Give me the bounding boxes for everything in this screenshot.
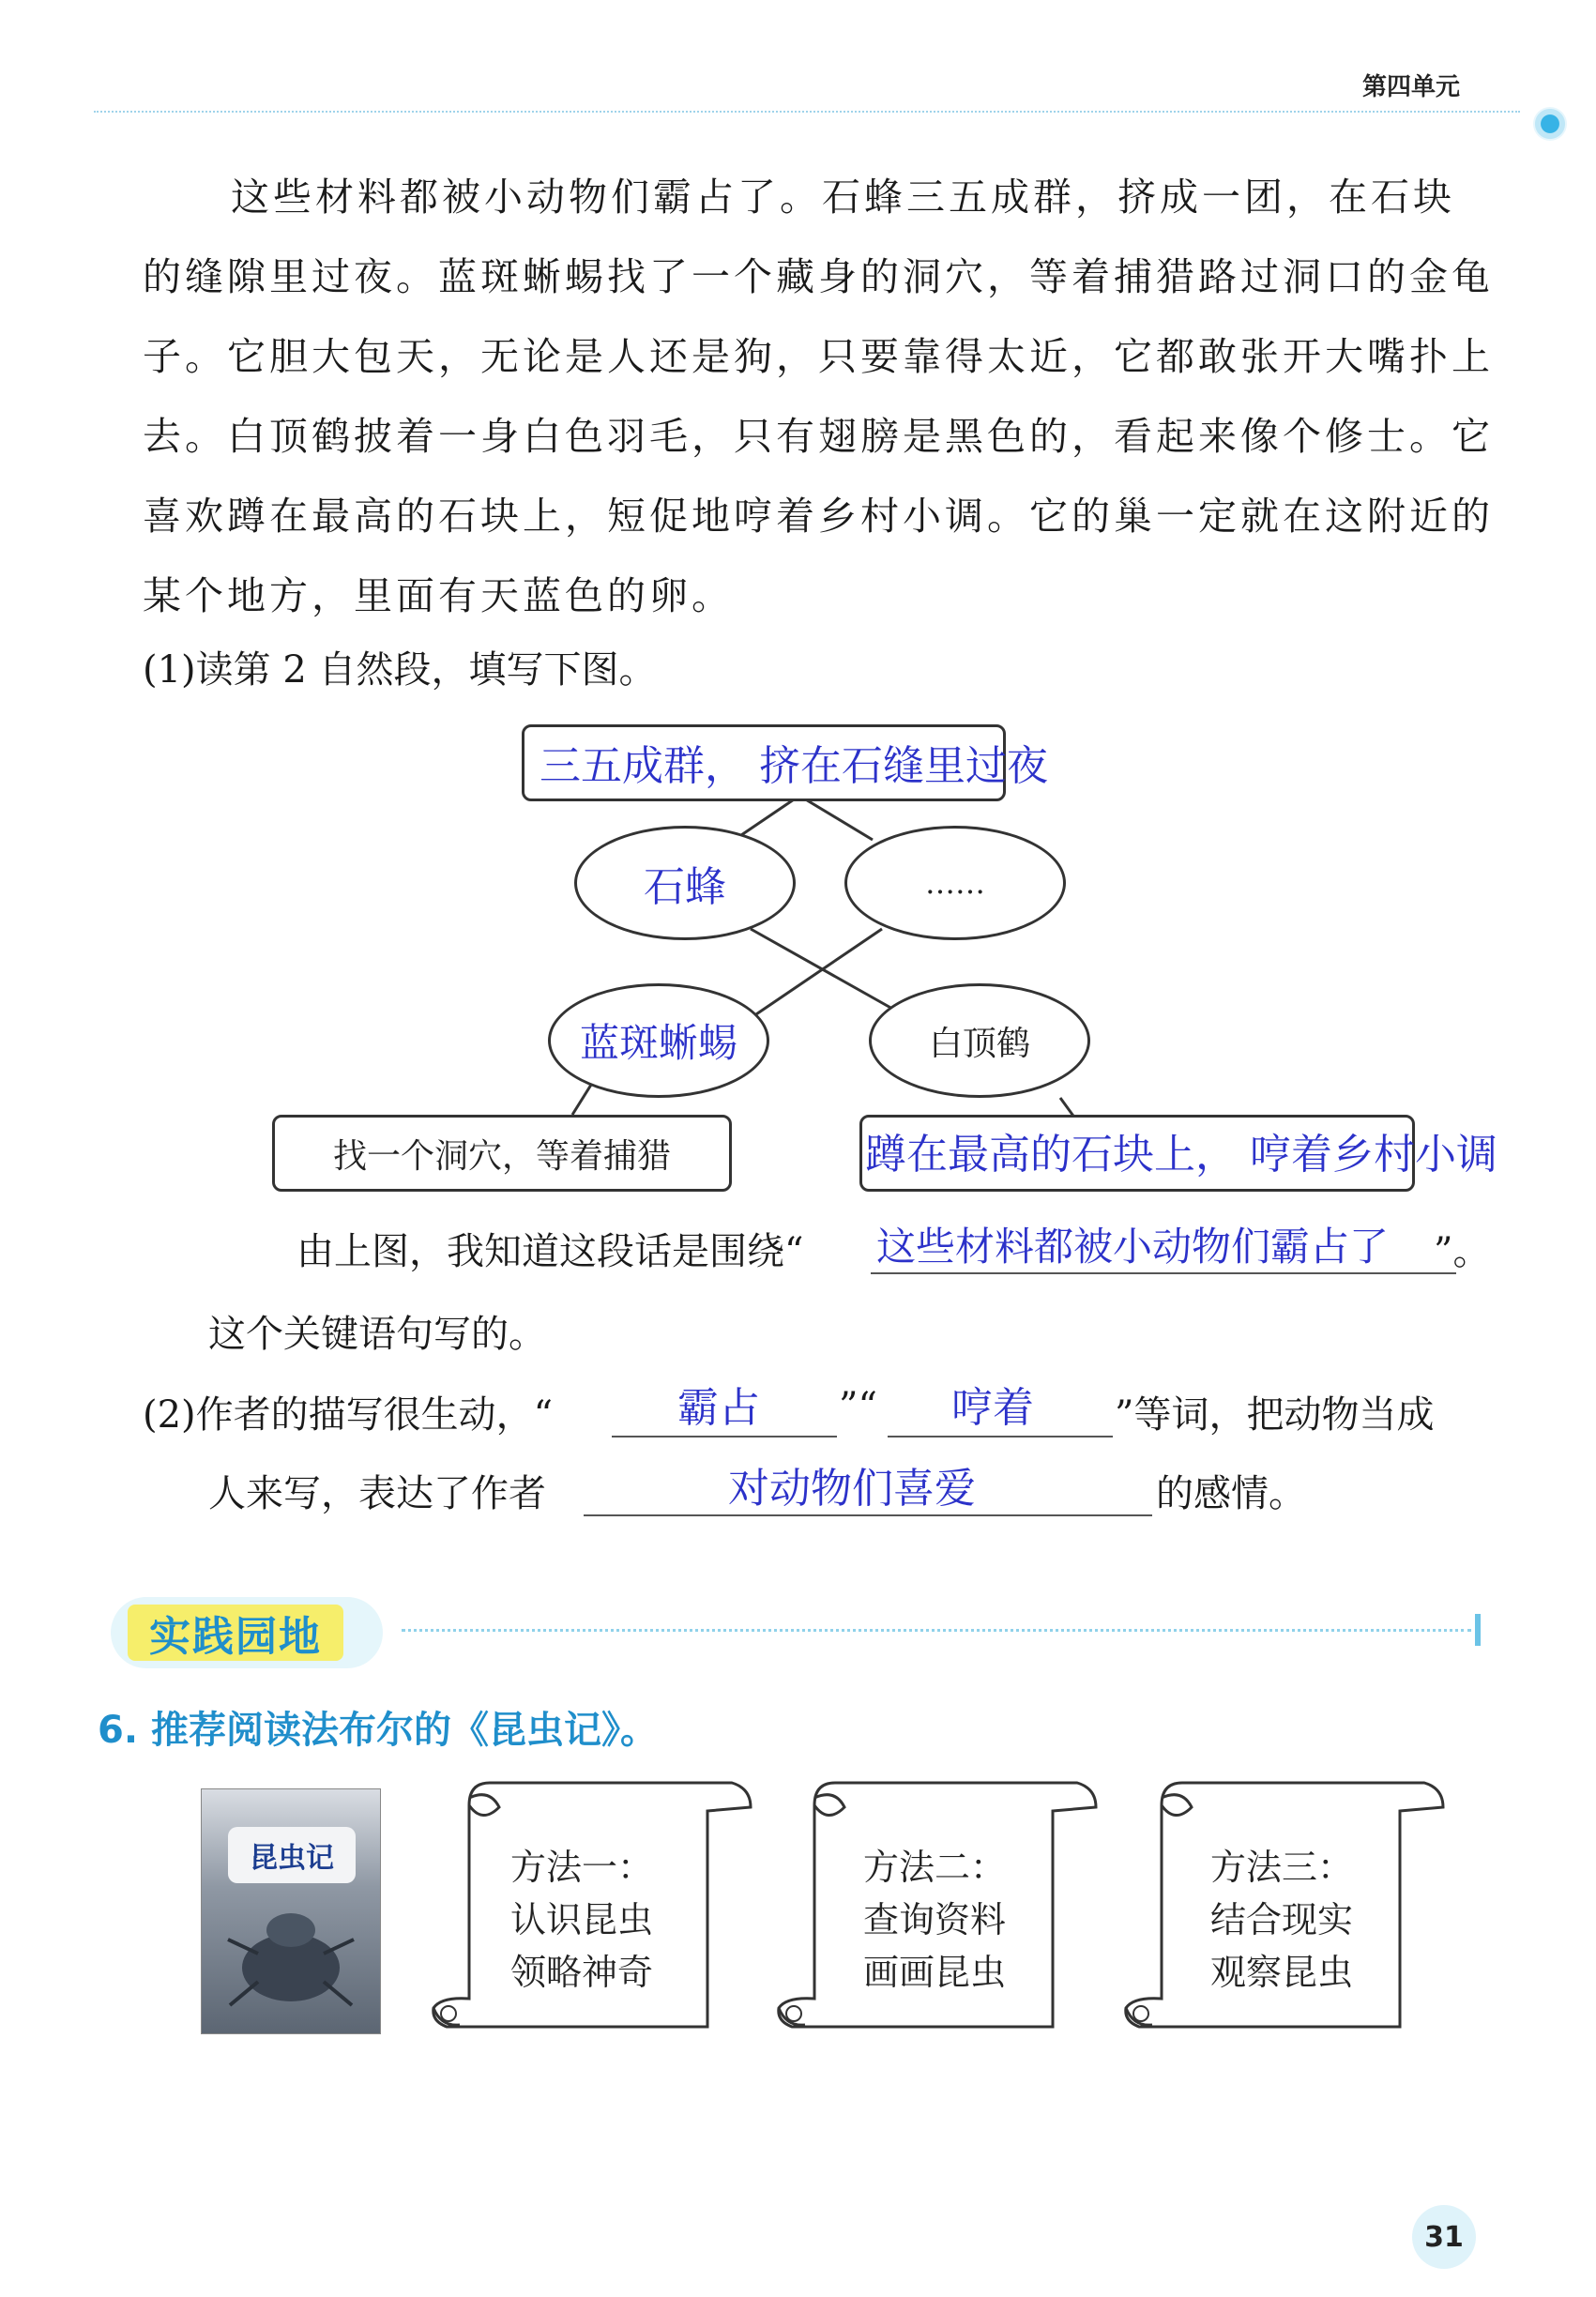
unit-label: 第四单元 bbox=[1362, 73, 1461, 101]
q1-answer: 这些材料都被小动物们霸占了 bbox=[876, 1224, 1390, 1270]
question-6-title: 6. 推荐阅读法布尔的《昆虫记》。 bbox=[98, 1709, 658, 1752]
method-3-line-2: 结合现实 bbox=[1210, 1899, 1354, 1940]
passage-text: 这些材料都被小动物们霸占了。石蜂三五成群，挤成一团，在石块的缝隙里过夜。蓝斑蜥蜴找了一个藏身的洞穴，等着捕猎路过洞口的金龟子。它胆大包天，无论是人还是狗，只要靠得太近，它都敢张开大嘴扑上去。白顶鹤披着一身白色羽毛，只有翅膀是黑色的，看起来像个修士。它喜欢蹲在最高的石块上，短促地哼着乡村小调。它的巢一定就在这附近的某个地方，里面有天蓝色的卵。 bbox=[143, 175, 1494, 618]
q1-sentence-suffix: 这个关键语句写的。 bbox=[208, 1313, 546, 1356]
method-1 bbox=[510, 1841, 653, 1999]
method-1-line-1: 方法一： bbox=[510, 1847, 654, 1888]
oval-dots-label: …… bbox=[925, 865, 985, 901]
box-crane-answer: 蹲在最高的石块上， 哼着乡村小调 bbox=[865, 1131, 1497, 1179]
method-3-line-3: 观察昆虫 bbox=[1210, 1952, 1354, 1993]
method-2-line-3: 画画昆虫 bbox=[863, 1952, 1007, 1993]
section-title: 实践园地 bbox=[128, 1605, 343, 1661]
q1-sentence-prefix: 由上图，我知道这段话是围绕“ bbox=[296, 1230, 804, 1273]
method-1-line-2: 认识昆虫 bbox=[510, 1899, 654, 1940]
book-cover-title: 昆虫记 bbox=[228, 1827, 356, 1883]
oval-shifeng-label: 石蜂 bbox=[644, 863, 726, 911]
oval-crane-label: 白顶鹤 bbox=[928, 1024, 1030, 1063]
diagram-top-answer: 三五成群， 挤在石缝里过夜 bbox=[540, 742, 1048, 790]
q2-answer-2: 哼着 bbox=[951, 1384, 1034, 1432]
method-3 bbox=[1210, 1841, 1353, 1999]
q2-line2-suffix: 的感情。 bbox=[1156, 1472, 1306, 1515]
question-1-prompt: (1)读第 2 自然段，填写下图。 bbox=[143, 648, 657, 692]
page-number: 31 bbox=[1412, 2205, 1476, 2269]
q2-prefix: (2)作者的描写很生动，“ bbox=[143, 1393, 554, 1437]
q2-line2-prefix: 人来写，表达了作者 bbox=[208, 1472, 546, 1515]
oval-lizard-label: 蓝斑蜥蜴 bbox=[579, 1020, 737, 1066]
method-2 bbox=[863, 1841, 1006, 1999]
q1-sentence-close: ”。 bbox=[1434, 1230, 1491, 1273]
box-lizard-text: 找一个洞穴，等着捕猎 bbox=[332, 1136, 671, 1176]
q2-suffix: ”等词，把动物当成 bbox=[1115, 1393, 1435, 1437]
q2-answer-1: 霸占 bbox=[677, 1384, 760, 1432]
method-3-line-1: 方法三： bbox=[1210, 1847, 1354, 1888]
method-2-line-1: 方法二： bbox=[863, 1847, 1007, 1888]
method-1-line-3: 领略神奇 bbox=[510, 1952, 654, 1993]
method-2-line-2: 查询资料 bbox=[863, 1899, 1007, 1940]
q2-mid: ”“ bbox=[839, 1385, 877, 1428]
q2-answer-3: 对动物们喜爱 bbox=[728, 1465, 976, 1513]
